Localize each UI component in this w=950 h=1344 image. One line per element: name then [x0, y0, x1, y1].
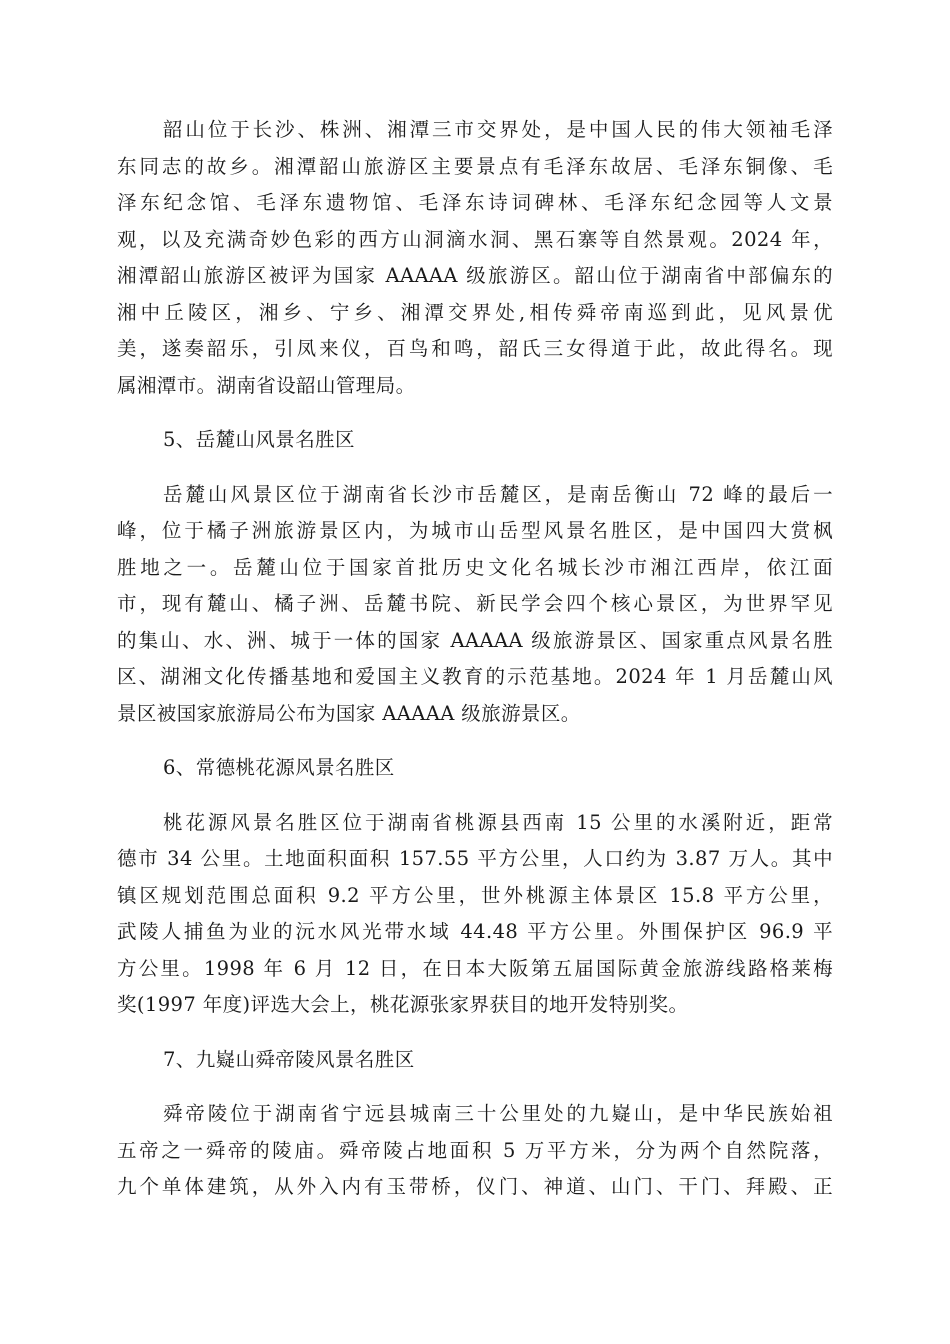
text-line: 胜地之一。岳麓山位于国家首批历史文化名城长沙市湘江西岸，依江面 — [117, 555, 833, 579]
text-line: 的集山、水、洲、城于一体的国家 AAAAA 级旅游景区、国家重点风景名胜 — [117, 628, 833, 652]
text-line: 景区被国家旅游局公布为国家 AAAAA 级旅游景区。 — [117, 701, 581, 725]
section-heading-jiuyishan: 7、九嶷山舜帝陵风景名胜区 — [163, 1047, 415, 1071]
text-line: 属湘潭市。湖南省设韶山管理局。 — [117, 373, 416, 397]
paragraph-yuelushan — [117, 477, 833, 733]
document-page — [117, 112, 833, 1206]
text-line: 桃花源风景名胜区位于湖南省桃源县西南 15 公里的水溪附近，距常 — [163, 810, 833, 834]
text-line: 泽东纪念馆、毛泽东遗物馆、毛泽东诗词碑林、毛泽东纪念园等人文景 — [117, 191, 833, 214]
text-line: 区、湖湘文化传播基地和爱国主义教育的示范基地。2024 年 1 月岳麓山风 — [117, 665, 833, 688]
text-line: 东同志的故乡。湘潭韶山旅游区主要景点有毛泽东故居、毛泽东铜像、毛 — [117, 154, 833, 178]
text-line: 湘中丘陵区，湘乡、宁乡、湘潭交界处,相传舜帝南巡到此，见风景优 — [117, 300, 833, 324]
section-heading-taohuayuan: 6、常德桃花源风景名胜区 — [163, 756, 395, 779]
text-line: 岳麓山风景区位于湖南省长沙市岳麓区，是南岳衡山 72 峰的最后一 — [163, 482, 833, 506]
text-line: 镇区规划范围总面积 9.2 平方公里，世外桃源主体景区 15.8 平方公里， — [117, 883, 833, 907]
paragraph-shaoshan — [117, 112, 833, 404]
text-line: 德市 34 公里。土地面积面积 157.55 平方公里，人口约为 3.87 万人。其中 — [117, 847, 833, 870]
text-line: 峰，位于橘子洲旅游景区内，为城市山岳型风景名胜区，是中国四大赏枫 — [117, 519, 833, 542]
text-line: 武陵人捕鱼为业的沅水风光带水域 44.48 平方公里。外围保护区 96.9 平 — [117, 920, 833, 943]
text-line: 美，遂奏韶乐，引凤来仪，百鸟和鸣，韶氏三女得道于此，故此得名。现 — [117, 337, 833, 360]
text-line: 市，现有麓山、橘子洲、岳麓书院、新民学会四个核心景区，为世界罕见 — [117, 592, 833, 615]
text-line: 韶山位于长沙、株洲、湘潭三市交界处，是中国人民的伟大领袖毛泽 — [163, 118, 833, 141]
text-line: 舜帝陵位于湖南省宁远县城南三十公里处的九嶷山，是中华民族始祖 — [163, 1102, 833, 1125]
paragraph-taohuayuan — [117, 805, 833, 1024]
paragraph-jiuyishan — [117, 1096, 833, 1206]
text-line: 方公里。1998 年 6 月 12 日，在日本大阪第五届国际黄金旅游线路格莱梅 — [117, 956, 833, 980]
text-line: 湘潭韶山旅游区被评为国家 AAAAA 级旅游区。韶山位于湖南省中部偏东的 — [117, 264, 833, 287]
text-line: 五帝之一舜帝的陵庙。舜帝陵占地面积 5 万平方米，分为两个自然院落， — [117, 1138, 833, 1162]
text-line: 奖(1997 年度)评选大会上，桃花源张家界获目的地开发特别奖。 — [117, 993, 689, 1016]
section-heading-yuelushan: 5、岳麓山风景名胜区 — [163, 428, 355, 451]
text-line: 九个单体建筑，从外入内有玉带桥，仪门、神道、山门、干门、拜殿、正 — [117, 1175, 833, 1198]
text-line: 观，以及充满奇妙色彩的西方山洞滴水洞、黑石寨等自然景观。2024 年， — [117, 227, 833, 251]
